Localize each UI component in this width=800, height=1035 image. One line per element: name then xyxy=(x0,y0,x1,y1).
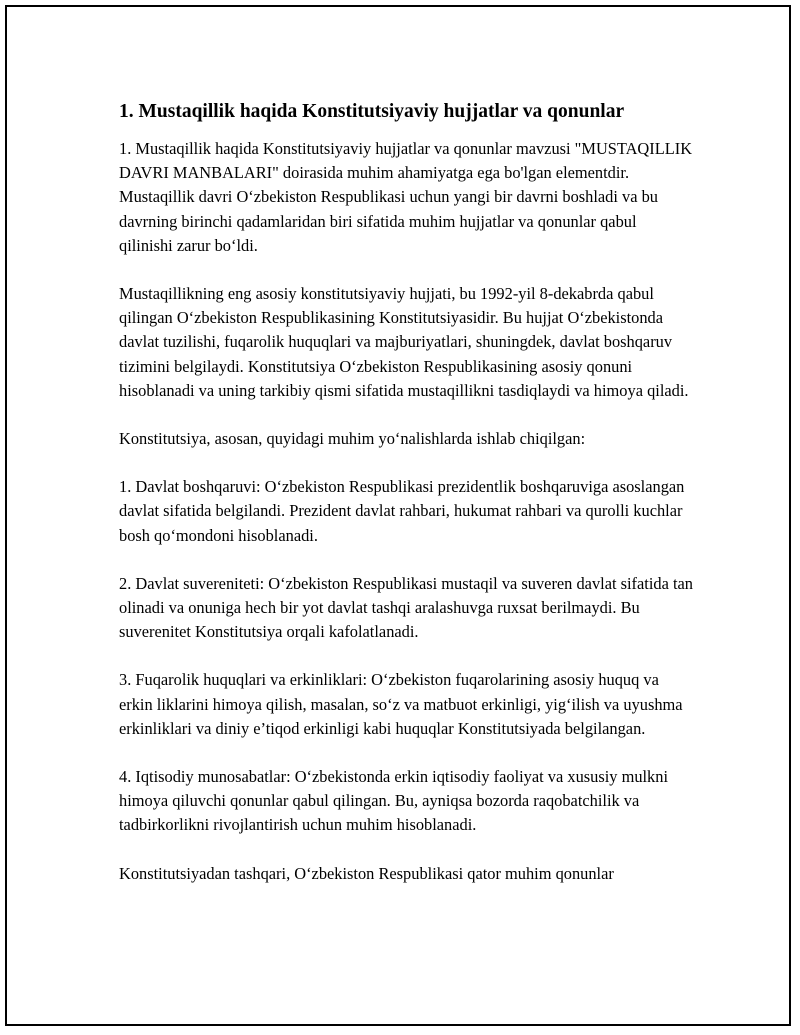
paragraph-sovereignty: 2. Davlat suvereniteti: O‘zbekiston Respublikasi mustaqil va suveren davlat sifatida tan olinadi va onuniga hech bir yot davlat tashqi aralashuvga ruxsat berilmaydi. Bu suverenitet Konstitutsiya orqali kafolatlanadi. xyxy=(119,573,693,642)
paragraph-constitution: Mustaqillikning eng asosiy konstitutsiyaviy hujjati, bu 1992-yil 8-dekabrda qabul qilingan O‘zbekiston Respublikasining Konstitutsiyasidir. Bu hujjat O‘zbekistonda davlat tuzilishi, fuqarolik huquqlari va majburiyatlari, shuningdek, davlat boshqaruv tizimini belgilaydi. Konstitutsiya O‘zbekiston Respublikasining asosiy qonuni hisoblanadi va uning tarkibiy qismi sifatida mustaqillikni tasdiqlaydi va himoya qiladi. xyxy=(119,284,689,400)
paragraph-civil-rights: 3. Fuqarolik huquqlari va erkinliklari: O‘zbekiston fuqarolarining asosiy huquq va erkin liklarini himoya qilish, masalan, so‘z va matbuot erkinligi, yig‘ilish va uyushma erkinliklari va diniy e’tiqod erkinligi kabi huquqlar Konstitutsiyada belgilangan. xyxy=(119,670,683,738)
paragraph-directions-intro: Konstitutsiya, asosan, quyidagi muhim yo‘nalishlarda ishlab chiqilgan: xyxy=(119,429,586,449)
paragraph-intro: 1. Mustaqillik haqida Konstitutsiyaviy hujjatlar va qonunlar mavzusi "MUSTAQILLIK DAVRI MANBALARI" doirasida muhim ahamiyatga ega bo'lgan elementdir. Mustaqillik davri O‘zbekiston Respublikasi uchun yangi bir davrni boshladi va bu davrning birinchi qadamlaridan biri sifatida muhim hujjatlar va qonunlar qabul qilinishi zarur bo‘ldi. xyxy=(119,139,693,255)
document-body xyxy=(119,99,694,910)
document-page xyxy=(5,5,791,1026)
paragraph-economic-relations: 4. Iqtisodiy munosabatlar: O‘zbekistonda erkin iqtisodiy faoliyat va xususiy mulkni himoya qiluvchi qonunlar qabul qilingan. Bu, ayniqsa bozorda raqobatchilik va tadbirkorlikni rivojlantirish uchun muhim hisoblanadi. xyxy=(119,767,669,835)
document-title: 1. Mustaqillik haqida Konstitutsiyaviy hujjatlar va qonunlar xyxy=(119,101,625,122)
paragraph-governance: 1. Davlat boshqaruvi: O‘zbekiston Respublikasi prezidentlik boshqaruviga asoslangan davlat sifatida belgilandi. Prezident davlat rahbari, hukumat rahbari va qurolli kuchlar bosh qo‘mondoni hisoblanadi. xyxy=(119,477,685,545)
paragraph-other-laws: Konstitutsiyadan tashqari, O‘zbekiston Respublikasi qator muhim qonunlar xyxy=(119,863,614,883)
